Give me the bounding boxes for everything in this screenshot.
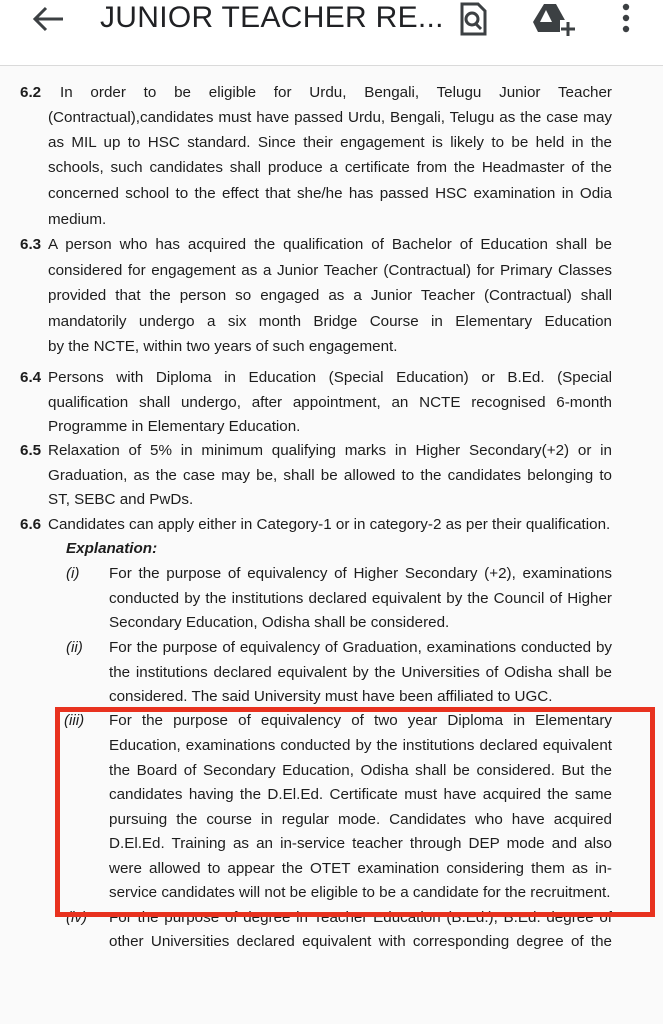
top-app-bar bbox=[0, 0, 663, 66]
section-6-4-line: qualification shall undergo, after appointment, an NCTE recognised 6-month bbox=[48, 394, 612, 411]
section-6-2-line: schools, such candidates shall produce a certificate from the Headmaster of the bbox=[48, 159, 612, 176]
section-6-3-line: provided that the person so engaged as a Junior Teacher (Contractual) shall bbox=[48, 287, 612, 304]
section-6-3-line: considered for engagement as a Junior Teacher (Contractual) for Primary Classes bbox=[48, 262, 612, 279]
section-6-4-line: Persons with Diploma in Education (Special Education) or B.Ed. (Special bbox=[48, 369, 612, 386]
section-6-5-line: ST, SEBC and PwDs. bbox=[48, 491, 194, 508]
explanation-iii-line: candidates having the D.El.Ed. Certificate must have acquired the same bbox=[109, 786, 612, 803]
section-number: 6.3 bbox=[20, 236, 42, 253]
section-6-2-line: medium. bbox=[48, 211, 107, 228]
explanation-iii-line: Education, examinations conducted by the institutions declared equivalent bbox=[109, 737, 612, 754]
document-title: JUNIOR TEACHER RE... bbox=[100, 1, 444, 34]
list-marker: (i) bbox=[66, 565, 80, 582]
section-number: 6.5 bbox=[20, 442, 42, 459]
list-marker: (ii) bbox=[66, 639, 83, 656]
document-content bbox=[0, 66, 663, 1024]
section-number: 6.6 bbox=[20, 516, 42, 533]
section-6-3-line: A person who has acquired the qualification of Bachelor of Education shall be bbox=[48, 236, 612, 253]
list-marker: (iv) bbox=[66, 909, 88, 926]
more-vertical-icon[interactable] bbox=[616, 0, 636, 38]
section-6-4-line: Programme in Elementary Education. bbox=[48, 418, 301, 435]
explanation-iii-line: D.El.Ed. Training as an in-service teacher through DEP mode and also bbox=[109, 835, 612, 852]
highlight-annotation-box bbox=[55, 707, 655, 917]
section-number: 6.4 bbox=[20, 369, 42, 386]
section-6-3-line: mandatorily undergo a six month Bridge Course in Elementary Education bbox=[48, 313, 612, 330]
section-6-6-line: Candidates can apply either in Category-1 or in category-2 as per their qualification. bbox=[48, 516, 611, 533]
explanation-ii-line: considered. The said University must have been affiliated to UGC. bbox=[109, 688, 553, 705]
section-6-5-line: Relaxation of 5% in minimum qualifying marks in Higher Secondary(+2) or in bbox=[48, 442, 612, 459]
explanation-iii-line: For the purpose of equivalency of two year Diploma in Elementary bbox=[109, 712, 612, 729]
section-6-2-line: as MIL up to HSC standard. Since their engagement is likely to be held in the bbox=[48, 134, 612, 151]
explanation-ii-line: the institutions declared equivalent by the Universities of Odisha shall be bbox=[109, 664, 612, 681]
search-in-document-icon[interactable] bbox=[456, 0, 490, 38]
arrow-left-icon[interactable] bbox=[28, 4, 68, 34]
section-6-3-line: by the NCTE, within two years of such engagement. bbox=[48, 338, 398, 355]
add-to-drive-icon[interactable] bbox=[532, 0, 576, 38]
explanation-iv-line: other Universities declared equivalent with corresponding degree of the bbox=[109, 933, 612, 950]
section-6-2-line: concerned school to the effect that she/he has passed HSC examination in Odia bbox=[48, 185, 612, 202]
document-page[interactable] bbox=[0, 66, 663, 1024]
section-6-5-line: Graduation, as the case may be, shall be allowed to the candidates belonging to bbox=[48, 467, 612, 484]
section-6-2-line: In order to be eligible for Urdu, Bengali, Telugu Junior Teacher bbox=[60, 84, 612, 101]
explanation-heading: Explanation: bbox=[66, 540, 158, 557]
explanation-ii-line: For the purpose of equivalency of Graduation, examinations conducted by bbox=[109, 639, 612, 656]
explanation-iii-line: pursuing the course in regular mode. Candidates who have acquired bbox=[109, 811, 612, 828]
explanation-iv-line: For the purpose of degree in Teacher Education (B.Ed.), B.Ed. degree of bbox=[109, 909, 612, 926]
explanation-iii-line: the Board of Secondary Education, Odisha shall be considered. But the bbox=[109, 762, 612, 779]
explanation-i-line: For the purpose of equivalency of Higher Secondary (+2), examinations bbox=[109, 565, 612, 582]
explanation-i-line: conducted by the institutions declared equivalent by the Council of Higher bbox=[109, 590, 612, 607]
section-6-2-line: (Contractual),candidates must have passed Urdu, Bengali, Telugu as the case may bbox=[48, 109, 612, 126]
list-marker: (iii) bbox=[64, 712, 85, 729]
explanation-i-line: Secondary Education, Odisha shall be considered. bbox=[109, 614, 450, 631]
section-number: 6.2 bbox=[20, 84, 42, 101]
explanation-iii-line: were allowed to appear the OTET examination considering them as in- bbox=[109, 860, 612, 877]
explanation-iii-line: service candidates will not be eligible to be a candidate for the recruitment. bbox=[109, 884, 611, 901]
